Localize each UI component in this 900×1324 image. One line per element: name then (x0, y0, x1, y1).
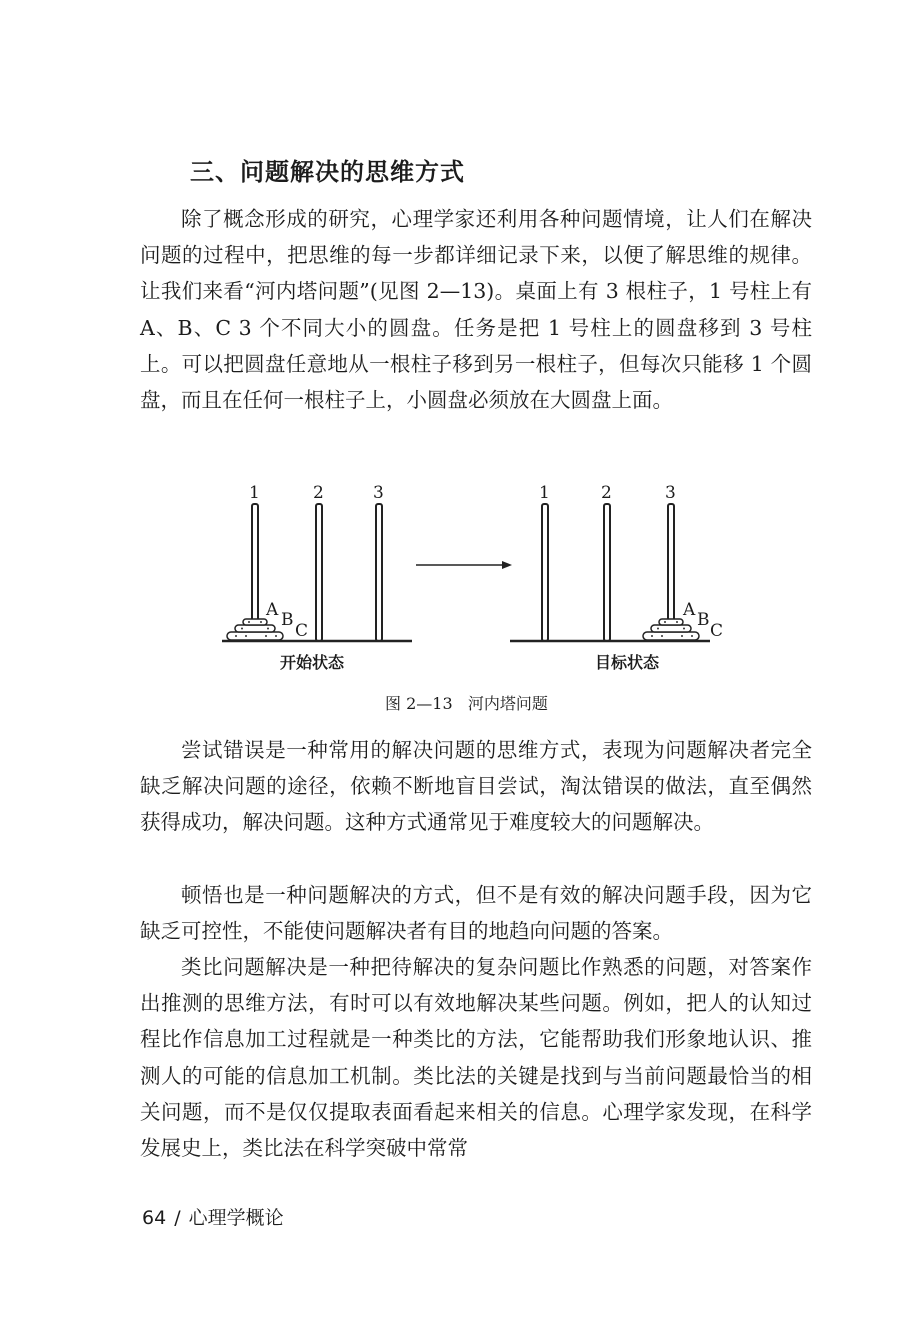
start-disk-label-b: B (281, 610, 294, 630)
goal-peg-label-1: 1 (539, 483, 550, 503)
paragraph-hanoi-intro: 除了概念形成的研究，心理学家还利用各种问题情境，让人们在解决问题的过程中，把思维的每一步都详细记录下来，以便了解思维的规律。让我们来看“河内塔问题”(见图 2—13)。桌面上有 3 根柱子，1 号柱上有 A、B、C 3 个不同大小的圆盘。任务是把 1 号柱上的圆盘移到 3 号柱上。可以把圆盘任意地从一根柱子移到另一根柱子，但每次只能移 1 个圆盘，而且在任何一根柱子上，小圆盘必须放在大圆盘上面。 (140, 207, 812, 413)
section-heading: 三、问题解决的思维方式 (190, 158, 465, 186)
paragraph-insight: 顿悟也是一种问题解决的方式，但不是有效的解决问题手段，因为它缺乏可控性，不能使问题解决者有目的地趋向问题的答案。 (140, 883, 812, 944)
transition-arrow-head (502, 561, 512, 569)
start-disk-a (243, 619, 267, 625)
figure-caption: 图 2—13 河内塔问题 (385, 694, 548, 713)
goal-disk-label-c: C (710, 621, 724, 641)
goal-disk-label-a: A (683, 600, 696, 620)
goal-peg-1 (542, 504, 548, 641)
goal-peg-label-3: 3 (665, 483, 676, 503)
start-peg-label-3: 3 (373, 483, 384, 503)
start-peg-label-2: 2 (313, 483, 324, 503)
start-peg-3 (376, 504, 382, 641)
book-title: 心理学概论 (188, 1207, 284, 1229)
page-footer (142, 1206, 284, 1230)
goal-disk-label-b: B (697, 610, 710, 630)
start-disk-label-c: C (295, 621, 309, 641)
start-disk-label-a: A (266, 600, 279, 620)
start-state-label: 开始状态 (280, 653, 345, 672)
goal-state-label: 目标状态 (595, 653, 660, 672)
paragraph-trial-and-error: 尝试错误是一种常用的解决问题的思维方式，表现为问题解决者完全缺乏解决问题的途径，依赖不断地盲目尝试，淘汰错误的做法，直至偶然获得成功，解决问题。这种方式通常见于难度较大的问题解决。 (140, 738, 812, 835)
hanoi-figure (222, 478, 722, 678)
goal-peg-label-2: 2 (601, 483, 612, 503)
start-peg-label-1: 1 (249, 483, 260, 503)
goal-peg-2 (604, 504, 610, 641)
page-number: 64 (142, 1207, 167, 1229)
hanoi-diagram (222, 478, 722, 678)
paragraph-analogy: 类比问题解决是一种把待解决的复杂问题比作熟悉的问题，对答案作出推测的思维方法，有时可以有效地解决某些问题。例如，把人的认知过程比作信息加工过程就是一种类比的方法，它能帮助我们形象地认识、推测人的可能的信息加工机制。类比法的关键是找到与当前问题最恰当的相关问题，而不是仅仅提取表面看起来相关的信息。心理学家发现，在科学发展史上，类比法在科学突破中常常 (140, 955, 812, 1161)
footer-separator: / (174, 1207, 181, 1229)
start-peg-2 (316, 504, 322, 641)
goal-disk-a (659, 619, 683, 625)
